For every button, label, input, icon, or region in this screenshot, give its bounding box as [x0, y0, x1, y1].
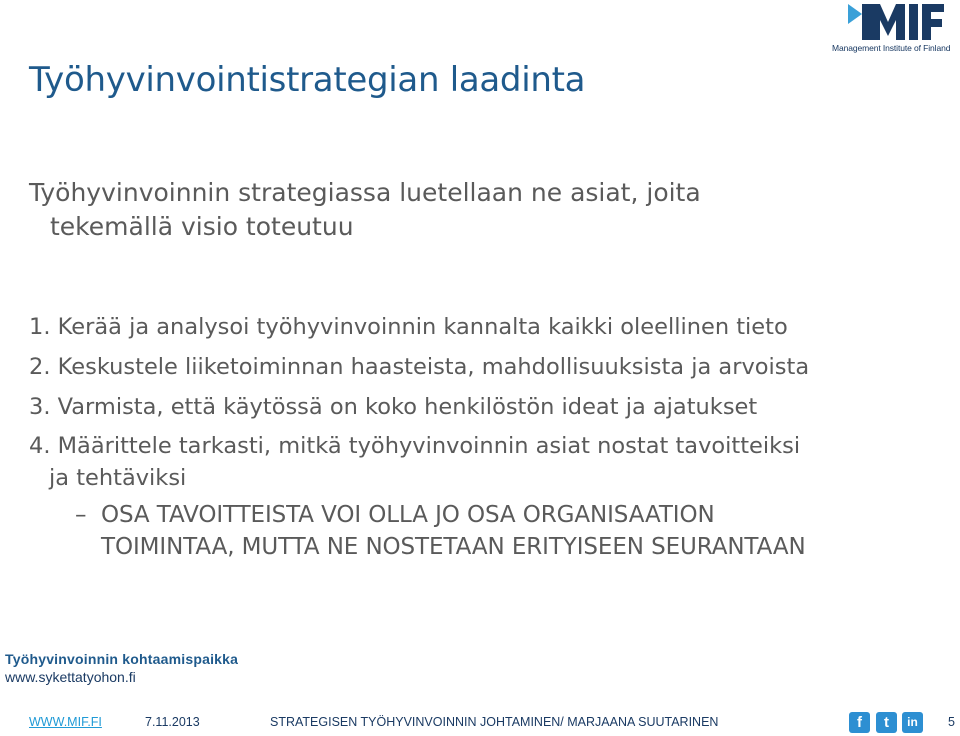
mif-website-link[interactable]: WWW.MIF.FI [29, 715, 102, 729]
mif-logo-icon [832, 0, 958, 44]
footer-block [5, 650, 238, 686]
intro-line-1: Työhyvinvoinnin strategiassa luetellaan ne asiat, joita [29, 178, 701, 207]
sub-point-line-2: TOIMINTAA, MUTTA NE NOSTETAAN ERITYISEEN SEURANTAAN [101, 534, 806, 560]
mif-logo [832, 0, 958, 56]
list-item: 4. Määrittele tarkasti, mitkä työhyvinvoinnin asiat nostat tavoitteiksi [29, 433, 801, 459]
sub-point-line-1: OSA TAVOITTEISTA VOI OLLA JO OSA ORGANISAATION [101, 502, 715, 528]
facebook-icon[interactable]: f [849, 712, 870, 733]
logo-caption: Management Institute of Finland [832, 43, 951, 53]
footer-org-name: Työhyvinvoinnin kohtaamispaikka [5, 651, 239, 667]
list-item-continuation: ja tehtäviksi [49, 465, 187, 491]
list-item: 1. Kerää ja analysoi työhyvinvoinnin kannalta kaikki oleellinen tieto [29, 314, 788, 340]
list-item: 2. Keskustele liiketoiminnan haasteista, mahdollisuuksista ja arvoista [29, 354, 810, 380]
bottom-bar [0, 712, 960, 734]
page-number: 5 [948, 715, 955, 729]
footer-site-link[interactable]: www.sykettatyohon.fi [5, 669, 136, 685]
twitter-icon[interactable]: t [876, 712, 897, 733]
list-item: 3. Varmista, että käytössä on koko henkilöstön ideat ja ajatukset [29, 394, 758, 420]
slide-credit: STRATEGISEN TYÖHYVINVOINNIN JOHTAMINEN/ MARJAANA SUUTARINEN [270, 715, 719, 729]
linkedin-icon[interactable]: in [902, 712, 923, 733]
dash-bullet: – [75, 502, 87, 528]
intro-text [29, 176, 929, 244]
page-title: Työhyvinvointistrategian laadinta [29, 60, 586, 100]
intro-line-2: tekemällä visio toteutuu [50, 212, 354, 241]
slide-date: 7.11.2013 [145, 715, 200, 729]
